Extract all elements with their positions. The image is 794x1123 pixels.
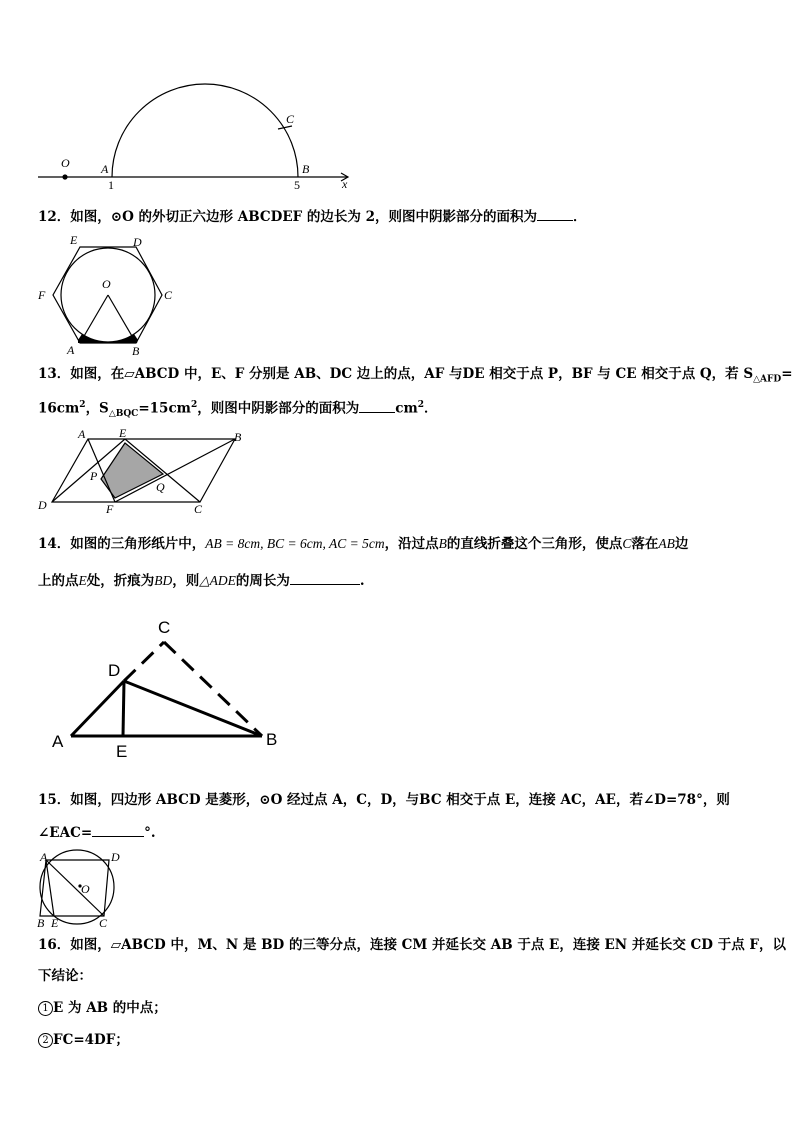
q14-line2c: ，则 (172, 573, 200, 589)
tick-label-5: 5 (294, 178, 300, 192)
q13-answer-blank[interactable] (359, 398, 395, 413)
q15-line2b: °. (144, 825, 156, 841)
q13-area1: 16cm (38, 400, 80, 417)
q14-pt-b: B (438, 536, 447, 551)
q13-sub1: △AFD (753, 374, 782, 385)
q13-s2: ，S (85, 400, 109, 417)
label-c: C (286, 112, 295, 126)
question-15-line-2 (38, 822, 156, 843)
label-b: B (302, 162, 310, 176)
label-a: A (40, 850, 48, 864)
q13-sub2: △BQC (108, 409, 139, 420)
label-e: E (119, 426, 127, 440)
circle-o (40, 850, 114, 924)
q16-line2: 下结论： (38, 968, 92, 984)
question-16-line-1 (38, 935, 786, 955)
label-b: B (132, 344, 140, 358)
q13-question: ，则图中阴影部分的面积为 (197, 400, 360, 417)
label-c: C (164, 288, 173, 302)
q12-answer-blank[interactable] (537, 206, 573, 221)
q14-answer-blank[interactable] (290, 570, 360, 585)
number-line-semicircle-figure (30, 75, 370, 195)
label-a: A (78, 427, 86, 441)
label-d: D (111, 850, 120, 864)
label-f: F (106, 502, 114, 516)
q14-seg-bd: BD (154, 573, 173, 588)
label-d: D (108, 661, 121, 680)
question-16-line-2 (38, 966, 92, 986)
q14-pt-c: C (622, 536, 632, 551)
q15-line2a: ∠EAC= (38, 825, 93, 841)
label-x: x (342, 177, 348, 191)
q12-end: ． (573, 209, 587, 225)
q13-sup1: 2 (79, 400, 86, 410)
item-1-number: 1 (38, 1001, 53, 1016)
q14-line2a: 上的点 (38, 573, 79, 589)
segment-ad (71, 681, 124, 736)
q14-pt-e: E (78, 573, 87, 588)
q13-sup2: 2 (190, 400, 198, 410)
q14-lead: 14．如图的三角形纸片中， (38, 536, 206, 552)
label-a: A (67, 343, 75, 357)
question-13-line-1 (38, 364, 793, 390)
label-a: A (101, 162, 109, 176)
tick-label-1: 1 (108, 178, 114, 192)
q13-unit: cm (395, 400, 418, 417)
label-o: O (102, 277, 111, 291)
question-15-line-1 (38, 790, 730, 810)
q14-seg-ab: AB (658, 536, 675, 551)
q16-item2: FC=4DF； (53, 1032, 129, 1048)
question-13-line-2 (38, 395, 438, 424)
question-14-line-1 (38, 534, 688, 554)
dashed-dc (124, 642, 164, 681)
label-d: D (133, 235, 142, 249)
label-c: C (99, 916, 108, 930)
label-o: O (81, 882, 90, 896)
question-16-item-2 (38, 1030, 129, 1050)
q15-answer-blank[interactable] (92, 822, 144, 837)
q14-mid2: 的直线折叠这个三角形，使点 (446, 536, 623, 552)
segment-ac (46, 860, 104, 916)
label-e: E (51, 916, 59, 930)
q14-mid3: 落在 (631, 536, 659, 552)
segment-ae (46, 860, 54, 916)
q14-line2b: 处，折痕为 (86, 573, 155, 589)
q14-end: . (359, 573, 365, 589)
rhombus-circle-figure (32, 847, 128, 931)
hexagon-figure (30, 232, 190, 360)
question-14-line-2 (38, 570, 365, 591)
item-2-number: 2 (38, 1033, 53, 1048)
q13-end: ． (424, 400, 438, 417)
question-12 (38, 206, 587, 227)
question-16-item-1 (38, 998, 167, 1018)
dashed-cb (164, 642, 262, 736)
semicircle-arc (112, 84, 298, 177)
q16-line1: 16．如图，▱ABCD 中，M、N 是 BD 的三等分点，连接 CM 并延长交 AB 于点 E，连接 EN 并延长交 CD 于点 F，以 (38, 937, 786, 953)
label-d: D (38, 498, 47, 512)
segment-de (123, 681, 124, 736)
label-b: B (234, 430, 242, 444)
parallelogram-figure (30, 424, 260, 516)
q13-eq1: = (781, 366, 793, 382)
label-q: Q (156, 480, 165, 494)
q13-area2: =15cm (138, 400, 191, 417)
label-c: C (194, 502, 203, 516)
q14-mid4: 边 (674, 536, 689, 552)
label-c: C (158, 618, 171, 637)
point-o (62, 174, 67, 179)
segment-db (124, 681, 262, 736)
q14-line2d: 的周长为 (235, 573, 290, 589)
label-f: F (38, 288, 46, 302)
label-p: P (90, 469, 98, 483)
q13-line1: 13．如图，在▱ABCD 中，E、F 分别是 AB、DC 边上的点，AF 与DE 相交于点 P，BF 与 CE 相交于点 Q，若 S (38, 366, 754, 382)
q14-formula: AB = 8cm, BC = 6cm, AC = 5cm (205, 536, 385, 551)
label-e: E (70, 233, 78, 247)
q16-item1: E 为 AB 的中点； (53, 1000, 167, 1016)
q13-sup3: 2 (417, 400, 424, 410)
label-e: E (116, 742, 128, 761)
label-o: O (61, 156, 70, 170)
q12-text: 12．如图，⊙O 的外切正六边形 ABCDEF 的边长为 2，则图中阴影部分的面积为 (38, 209, 538, 225)
folded-triangle-figure (40, 612, 300, 762)
label-a: A (52, 732, 64, 751)
q14-tri: △ADE (199, 573, 236, 588)
q15-line1: 15．如图，四边形 ABCD 是菱形，⊙O 经过点 A，C，D，与BC 相交于点 E，连接 AC，AE，若∠D=78°，则 (38, 792, 730, 808)
q14-mid1: ，沿过点 (384, 536, 439, 552)
label-b: B (266, 730, 278, 749)
label-b: B (37, 916, 45, 930)
